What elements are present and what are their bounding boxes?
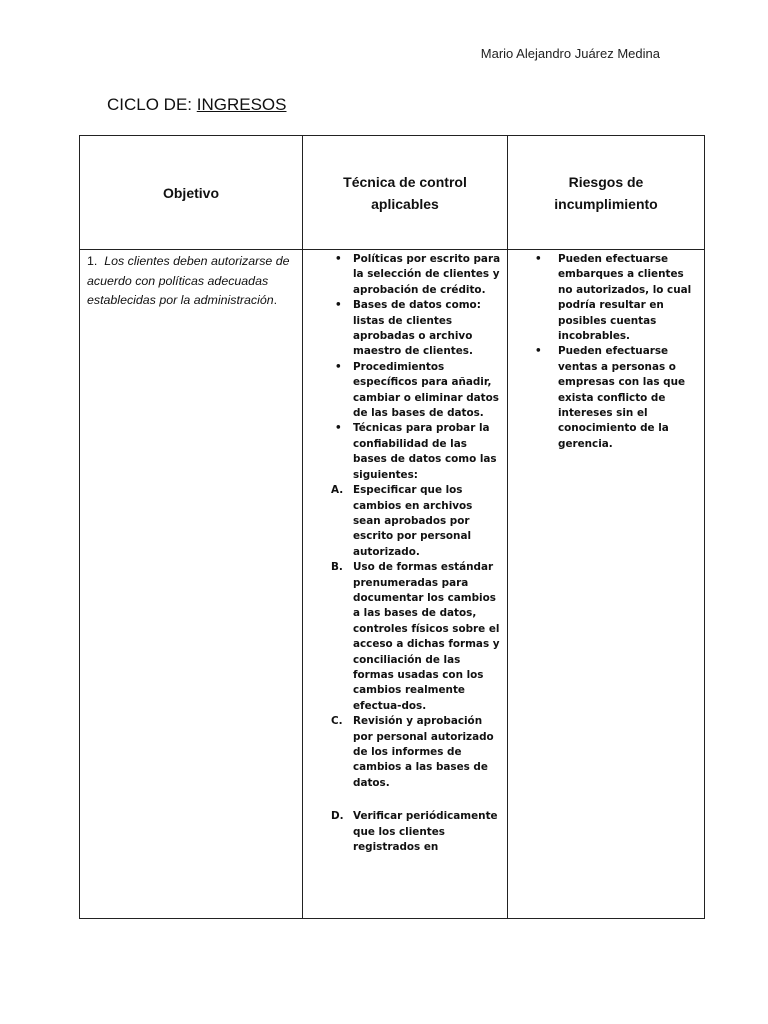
cycle-title	[107, 95, 287, 115]
header-control-technique: Técnica de control aplicables	[303, 136, 508, 250]
author-name: Mario Alejandro Juárez Medina	[480, 46, 660, 61]
list-item: A. Especificar que los cambios en archivos sean aprobados por escrito por personal autorizado.	[331, 484, 473, 558]
table-row	[80, 250, 705, 919]
objective-number: 1.	[87, 254, 98, 268]
list-item: • Bases de datos como: listas de clientes aprobadas o archivo maestro de clientes.	[335, 299, 481, 358]
list-item: • Técnicas para probar la confiabilidad de las bases de datos como las siguientes:	[335, 422, 497, 481]
list-item: D. Verificar periódicamente que los clientes registrados en	[331, 810, 498, 854]
table-header-row	[80, 136, 705, 250]
objective-text: Los clientes deben autorizarse de acuerdo con políticas adecuadas establecidas por la administración	[87, 254, 290, 307]
cycle-value: INGRESOS	[196, 95, 287, 114]
list-item: B. Uso de formas estándar prenumeradas para documentar los cambios a las bases de datos, controles físicos sobre el acceso a dichas formas y conciliación de las formas usadas con los cambios realmente efectua-dos.	[331, 561, 500, 712]
list-item: • Pueden efectuarse embarques a clientes no autorizados, lo cual podría resultar en posibles cuentas incobrables.	[535, 253, 692, 343]
controls-list	[303, 250, 507, 920]
controls-cell	[303, 250, 508, 919]
cycle-label: CICLO DE:	[107, 95, 197, 114]
header-risks: Riesgos de incumplimiento	[508, 136, 705, 250]
list-item: • Pueden efectuarse ventas a personas o empresas con las que exista conflicto de intereses sin el conocimiento de la gerencia.	[535, 345, 686, 450]
risks-list	[508, 250, 704, 920]
list-item: • Políticas por escrito para la selección de clientes y aprobación de crédito.	[335, 253, 501, 296]
header-objective: Objetivo	[80, 136, 303, 250]
objective-cell: 1. Los clientes deben autorizarse de acuerdo con políticas adecuadas establecidas por la administración.	[80, 250, 303, 919]
list-item: C. Revisión y aprobación por personal autorizado de los informes de cambios a las bases de datos.	[331, 715, 494, 789]
control-table	[79, 135, 705, 919]
list-item: • Procedimientos específicos para añadir, cambiar o eliminar datos de las bases de datos.	[335, 360, 499, 420]
list-spacer	[303, 791, 501, 809]
risks-cell	[508, 250, 705, 919]
